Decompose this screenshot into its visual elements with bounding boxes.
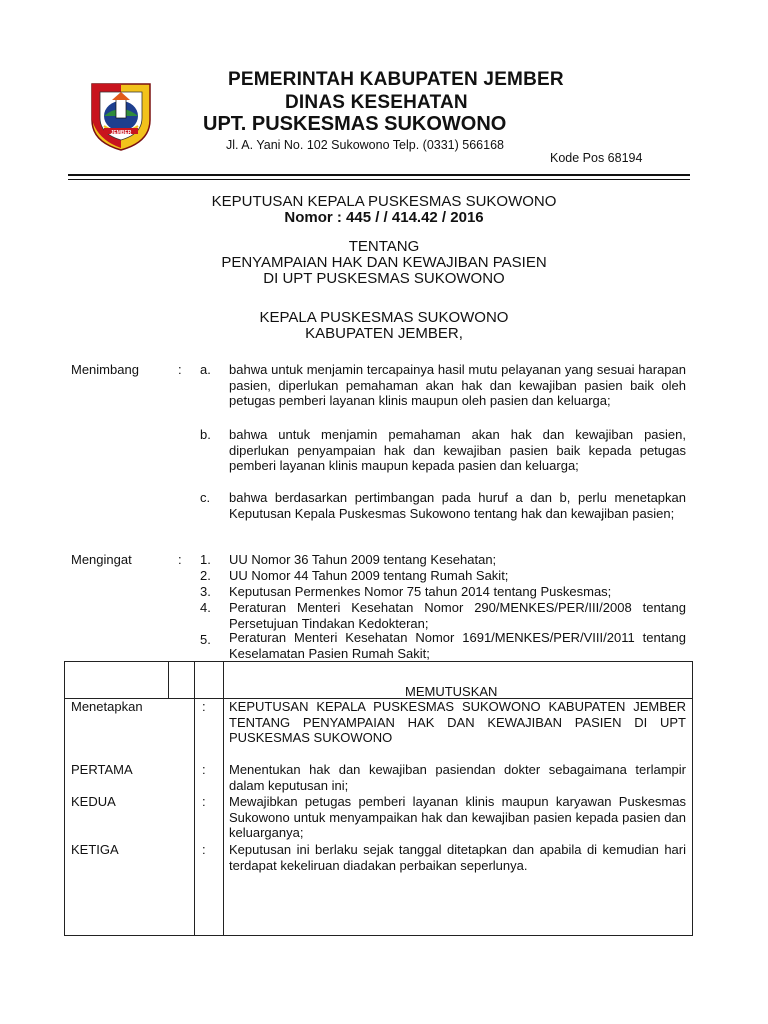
mengingat-marker-5: 5. [200,632,211,647]
about-heading: TENTANG [348,238,420,255]
memutuskan-heading: MEMUTUSKAN [405,684,498,699]
decree-number: Nomor : 445 / / 414.42 / 2016 [284,209,484,226]
ketiga-colon: : [202,842,206,857]
mengingat-item-4: Peraturan Menteri Kesehatan Nomor 290/MENKES/PER/III/2008 tentang Persetujuan Tindakan Kedokteran; [229,600,686,631]
pertama-label: PERTAMA [71,762,133,777]
kedua-text: Mewajibkan petugas pemberi layanan klinis maupun karyawan Puskesmas Sukowono untuk menyampaikan hak dan kewajiban pasien kepada pasien dan keluarganya; [229,794,686,841]
menetapkan-label: Menetapkan [71,699,143,714]
subject-line-2: DI UPT PUSKESMAS SUKOWONO [263,270,505,287]
kedua-label: KEDUA [71,794,116,809]
table-divider-1 [168,661,169,698]
table-border-bottom [64,935,693,936]
ketiga-label: KETIGA [71,842,119,857]
menetapkan-colon: : [202,699,206,714]
table-border-right [692,661,693,936]
mengingat-item-3: Keputusan Permenkes Nomor 75 tahun 2014 tentang Puskesmas; [229,584,612,599]
menimbang-item-c: bahwa berdasarkan pertimbangan pada huruf a dan b, perlu menetapkan Keputusan Kepala Puskesmas Sukowono tentang hak dan kewajiban pasien; [229,490,686,521]
letterhead-rule-thin [68,179,690,180]
mengingat-item-5: Peraturan Menteri Kesehatan Nomor 1691/MENKES/PER/VIII/2011 tentang Keselamatan Pasien Rumah Sakit; [229,630,686,661]
table-border-top [64,661,693,662]
menimbang-item-a: bahwa untuk menjamin tercapainya hasil mutu pelayanan yang sesuai harapan pasien, diperlukan pemahaman akan hak dan kewajiban pasien baik oleh petugas pemberi layanan klinis maupun oleh pasien dan keluarga; [229,362,686,409]
letterhead-rule [68,174,690,176]
menimbang-marker-b: b. [200,427,211,442]
menimbang-item-b: bahwa untuk menjamin pemahaman akan hak dan kewajiban pasien, diperlukan penyampaian hak dan kewajiban pasien baik kepada petugas pemberi layanan klinis maupun kepada pasien dan keluarga; [229,427,686,474]
mengingat-item-1: UU Nomor 36 Tahun 2009 tentang Kesehatan; [229,552,497,567]
kedua-colon: : [202,794,206,809]
mengingat-marker-4: 4. [200,600,211,615]
regency-logo [90,82,152,152]
head-line-1: KEPALA PUSKESMAS SUKOWONO [259,309,509,326]
mengingat-item-2: UU Nomor 44 Tahun 2009 tentang Rumah Sakit; [229,568,509,583]
mengingat-marker-3: 3. [200,584,211,599]
table-divider-2 [194,661,195,936]
jember-crest-icon [90,82,152,152]
menimbang-marker-c: c. [200,490,211,505]
mengingat-colon: : [178,552,182,567]
table-border-left [64,661,65,936]
government-name: PEMERINTAH KABUPATEN JEMBER [228,69,564,90]
mengingat-marker-1: 1. [200,552,211,567]
postal-code: Kode Pos 68194 [550,151,643,165]
address-line: Jl. A. Yani No. 102 Sukowono Telp. (0331) 566168 [226,138,504,152]
menimbang-marker-a: a. [200,362,211,377]
menimbang-colon: : [178,362,182,377]
menimbang-label: Menimbang [71,362,139,377]
pertama-colon: : [202,762,206,777]
pertama-text: Menentukan hak dan kewajiban pasiendan dokter sebagaimana terlampir dalam keputusan ini; [229,762,686,793]
table-divider-3 [223,661,224,936]
decree-title: KEPUTUSAN KEPALA PUSKESMAS SUKOWONO [211,193,557,210]
logo-lettering: JEMBER [110,130,132,136]
institution-name: UPT. PUSKESMAS SUKOWONO [203,113,507,135]
ketiga-text: Keputusan ini berlaku sejak tanggal ditetapkan dan apabila di kemudian hari terdapat kekeliruan diadakan perbaikan seperlunya. [229,842,686,873]
department-name: DINAS KESEHATAN [285,92,468,113]
menetapkan-text: KEPUTUSAN KEPALA PUSKESMAS SUKOWONO KABUPATEN JEMBER TENTANG PENYAMPAIAN HAK DAN KEWAJIBAN PASIEN DI UPT PUSKESMAS SUKOWONO [229,699,686,746]
mengingat-marker-2: 2. [200,568,211,583]
mengingat-label: Mengingat [71,552,132,567]
subject-line-1: PENYAMPAIAN HAK DAN KEWAJIBAN PASIEN [221,254,547,271]
head-line-2: KABUPATEN JEMBER, [305,325,463,342]
